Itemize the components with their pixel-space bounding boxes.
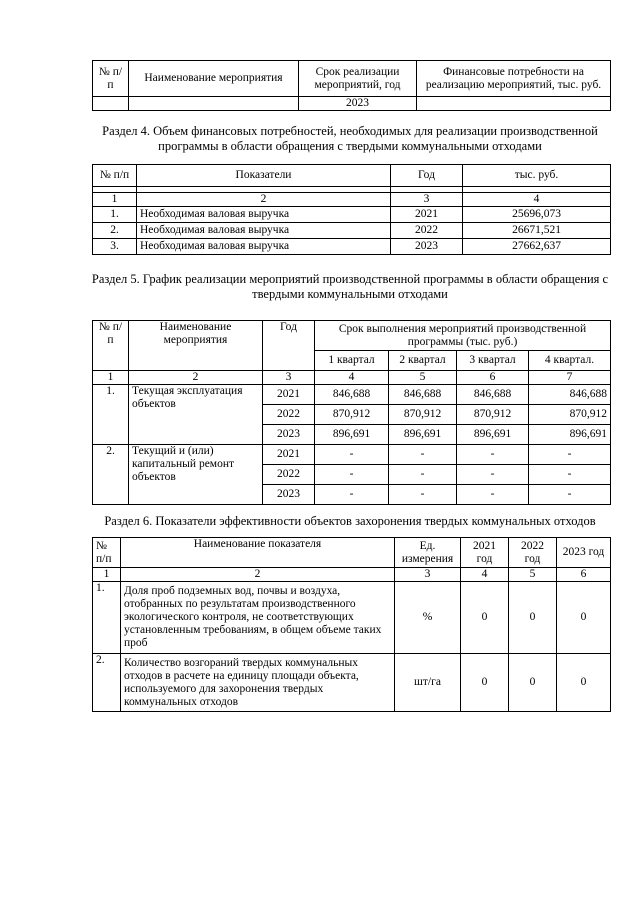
table-row bbox=[93, 239, 611, 255]
table-financial-needs bbox=[92, 60, 611, 111]
table-cell: - bbox=[315, 485, 389, 505]
table-cell: 846,688 bbox=[315, 385, 389, 405]
table-cell: шт/га bbox=[395, 654, 461, 712]
column-number: 2 bbox=[137, 193, 391, 207]
table-cell: 2022 bbox=[391, 223, 463, 239]
column-number: 5 bbox=[509, 568, 557, 582]
column-number: 4 bbox=[463, 193, 611, 207]
table-cell: 896,691 bbox=[529, 425, 611, 445]
table-cell: Необходимая валовая выручка bbox=[137, 223, 391, 239]
table-cell: Необходимая валовая выручка bbox=[137, 207, 391, 223]
table-cell: 0 bbox=[557, 654, 611, 712]
header-2023: 2023 год bbox=[557, 538, 611, 568]
header-num: № п/п bbox=[93, 321, 129, 371]
table-cell: 0 bbox=[461, 654, 509, 712]
table-cell: - bbox=[529, 445, 611, 465]
column-number: 2 bbox=[121, 568, 395, 582]
table-cell: 1. bbox=[93, 582, 121, 654]
table-cell: 896,691 bbox=[389, 425, 457, 445]
table-cell: 2023 bbox=[299, 97, 417, 111]
table-cell: 0 bbox=[509, 654, 557, 712]
table-cell: - bbox=[457, 445, 529, 465]
column-number: 7 bbox=[529, 371, 611, 385]
header-name: Наименование мероприятия bbox=[129, 61, 299, 97]
table-cell: - bbox=[389, 445, 457, 465]
section-5-title: Раздел 5. График реализации мероприятий производственной программы в области обращения с твердыми коммунальными отходами bbox=[91, 272, 609, 301]
table-cell: 2022 bbox=[263, 405, 315, 425]
header-indicator: Показатели bbox=[137, 165, 391, 187]
table-cell: 870,912 bbox=[315, 405, 389, 425]
table-row bbox=[93, 582, 611, 654]
table-cell: - bbox=[457, 465, 529, 485]
table-cell: 870,912 bbox=[457, 405, 529, 425]
table-cell: - bbox=[457, 485, 529, 505]
table-cell: 0 bbox=[461, 582, 509, 654]
table-cell: Текущая эксплуатация объектов bbox=[129, 385, 263, 445]
header-indicator-name: Наименование показателя bbox=[121, 538, 395, 568]
header-term: Срок реализации мероприятий, год bbox=[299, 61, 417, 97]
header-year: Год bbox=[263, 321, 315, 371]
table-cell: 2023 bbox=[263, 425, 315, 445]
table-cell: 25696,073 bbox=[463, 207, 611, 223]
table-cell: 846,688 bbox=[389, 385, 457, 405]
column-number: 1 bbox=[93, 371, 129, 385]
table-cell: - bbox=[389, 485, 457, 505]
table-cell bbox=[417, 97, 611, 111]
table-cell: 2023 bbox=[263, 485, 315, 505]
table-cell: 26671,521 bbox=[463, 223, 611, 239]
table-cell: 870,912 bbox=[529, 405, 611, 425]
header-quarter-3: 3 квартал bbox=[457, 351, 529, 371]
table-row bbox=[93, 223, 611, 239]
header-term: Срок выполнения мероприятий производственной программы (тыс. руб.) bbox=[315, 321, 611, 351]
table-cell: - bbox=[315, 445, 389, 465]
table-section-6 bbox=[92, 537, 611, 712]
header-2021: 2021 год bbox=[461, 538, 509, 568]
table-cell: 2. bbox=[93, 223, 137, 239]
table-cell: 2021 bbox=[263, 385, 315, 405]
table-cell bbox=[129, 97, 299, 111]
header-2022: 2022 год bbox=[509, 538, 557, 568]
table-cell: 870,912 bbox=[389, 405, 457, 425]
table-cell: 846,688 bbox=[457, 385, 529, 405]
column-number: 3 bbox=[395, 568, 461, 582]
table-cell: 2021 bbox=[391, 207, 463, 223]
header-num: № п/п bbox=[93, 61, 129, 97]
table-cell: Необходимая валовая выручка bbox=[137, 239, 391, 255]
column-number: 1 bbox=[93, 193, 137, 207]
table-cell: 0 bbox=[557, 582, 611, 654]
column-number: 5 bbox=[389, 371, 457, 385]
table-cell: 27662,637 bbox=[463, 239, 611, 255]
table-cell: 2023 bbox=[391, 239, 463, 255]
column-number: 6 bbox=[557, 568, 611, 582]
table-cell: - bbox=[315, 465, 389, 485]
table-cell: 896,691 bbox=[457, 425, 529, 445]
table-cell: - bbox=[389, 465, 457, 485]
table-cell: Количество возгораний твердых коммунальных отходов в расчете на единицу площади объекта, используемого для захоронения твердых коммунальных отходов bbox=[121, 654, 395, 712]
column-number: 3 bbox=[263, 371, 315, 385]
table-cell: - bbox=[529, 465, 611, 485]
column-number: 6 bbox=[457, 371, 529, 385]
table-row bbox=[93, 445, 611, 465]
section-6-title: Раздел 6. Показатели эффективности объектов захоронения твердых коммунальных отходов bbox=[104, 514, 596, 528]
table-cell: 1. bbox=[93, 207, 137, 223]
table-cell: - bbox=[529, 485, 611, 505]
table-row bbox=[93, 385, 611, 405]
column-number: 4 bbox=[461, 568, 509, 582]
header-quarter-4: 4 квартал. bbox=[529, 351, 611, 371]
column-number: 4 bbox=[315, 371, 389, 385]
column-number: 1 bbox=[93, 568, 121, 582]
table-cell: 846,688 bbox=[529, 385, 611, 405]
column-number: 2 bbox=[129, 371, 263, 385]
table-cell bbox=[93, 97, 129, 111]
header-quarter-1: 1 квартал bbox=[315, 351, 389, 371]
column-number: 3 bbox=[391, 193, 463, 207]
table-cell: 2022 bbox=[263, 465, 315, 485]
table-cell: 2. bbox=[93, 654, 121, 712]
header-num: № п/п bbox=[93, 538, 121, 568]
table-cell: % bbox=[395, 582, 461, 654]
table-cell: 896,691 bbox=[315, 425, 389, 445]
header-num: № п/п bbox=[93, 165, 137, 187]
header-unit: Ед. измерения bbox=[395, 538, 461, 568]
table-section-4 bbox=[92, 164, 611, 255]
section-4-title: Раздел 4. Объем финансовых потребностей, необходимых для реализации производственной программы в области обращения с твердыми коммунальными отходами bbox=[102, 124, 598, 153]
table-cell: Доля проб подземных вод, почвы и воздуха, отобранных по результатам производственного экологического контроля, не соответствующих установленным требованиям, в общем объеме таких проб bbox=[121, 582, 395, 654]
table-row bbox=[93, 207, 611, 223]
header-quarter-2: 2 квартал bbox=[389, 351, 457, 371]
table-cell: 2021 bbox=[263, 445, 315, 465]
table-cell: 3. bbox=[93, 239, 137, 255]
header-name: Наименование мероприятия bbox=[129, 321, 263, 371]
header-year: Год bbox=[391, 165, 463, 187]
table-cell: 1. bbox=[93, 385, 129, 445]
header-thousand-rub: тыс. руб. bbox=[463, 165, 611, 187]
table-row bbox=[93, 654, 611, 712]
table-cell: Текущий и (или) капитальный ремонт объектов bbox=[129, 445, 263, 505]
table-section-5 bbox=[92, 320, 611, 505]
table-cell: 0 bbox=[509, 582, 557, 654]
table-cell: 2. bbox=[93, 445, 129, 505]
header-finance: Финансовые потребности на реализацию мероприятий, тыс. руб. bbox=[417, 61, 611, 97]
